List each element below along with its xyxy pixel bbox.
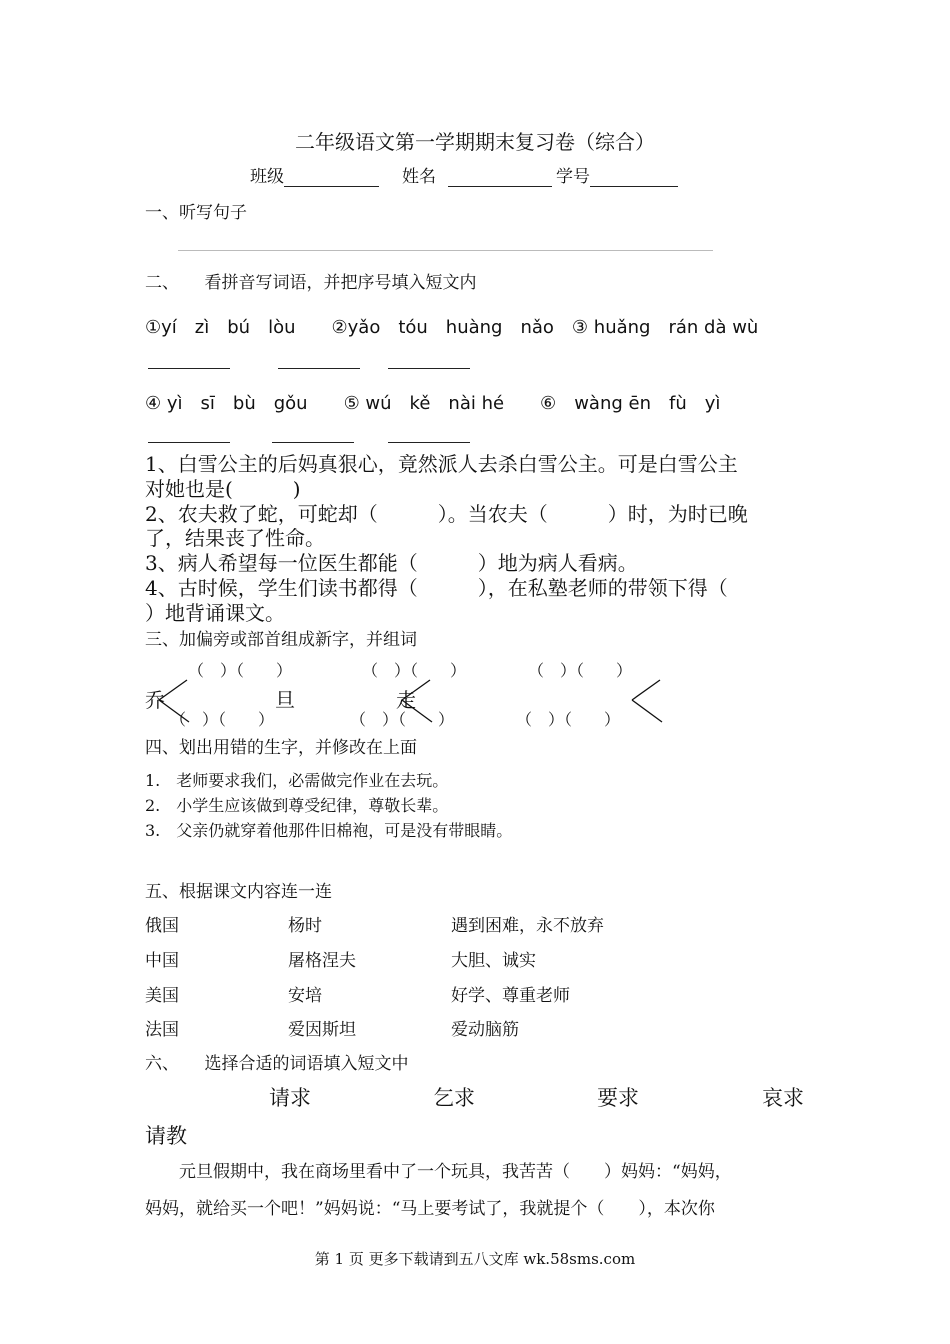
class-field [250,162,379,187]
list-item: 3. 父亲仍就穿着他那件旧棉袍，可是没有带眼睛。 [145,821,513,840]
base-char: 乔 [145,688,165,712]
class-blank [284,168,379,187]
trait: 遇到困难，永不放弃 [451,916,604,936]
branch-lines [628,678,668,724]
paren-group: （ ）（ ） [516,710,621,729]
section6-heading: 六、 选择合适的词语填入短文中 [145,1054,409,1074]
paragraph-line: ）地背诵课文。 [145,601,285,625]
name-label: 姓名 [402,167,436,187]
pinyin-row-2: ④ yì sī bù gǒu ⑤ wú kě nài hé ⑥ wàng ēn fù yì [145,393,721,414]
base-char: 旦 [275,688,295,712]
paren-group: （ ）（ ） [188,661,293,680]
pinyin-row-1: ①yí zì bú lòu ②yǎo tóu huàng nǎo ③ huǎng rán dà wù [145,317,759,338]
country: 俄国 [145,916,179,936]
answer-blank [148,368,230,369]
id-field [556,162,678,187]
country: 中国 [145,951,179,971]
paragraph-line: 2、农夫救了蛇，可蛇却（ ）。当农夫（ ）时，为时已晚 [145,502,748,526]
passage-line: 妈妈，就给买一个吧！”妈妈说：“马上要考试了，我就提个（ ），本次你 [145,1199,715,1219]
answer-blank [278,368,360,369]
list-item: 1. 老师要求我们，必需做完作业在去玩。 [145,771,449,790]
id-blank [590,168,678,187]
country: 美国 [145,986,179,1006]
word-option: 请求 [269,1086,311,1110]
trait: 好学、尊重老师 [451,986,570,1006]
answer-blank [388,442,470,443]
country: 法国 [145,1020,179,1040]
page-title: 二年级语文第一学期期末复习卷（综合） [295,130,655,154]
person: 爱因斯坦 [288,1020,356,1040]
paren-group: （ ）（ ） [170,710,275,729]
paragraph-line: 对她也是( ) [145,477,301,501]
id-label: 学号 [556,167,590,187]
answer-blank [272,442,354,443]
name-field [402,162,552,187]
answer-blank [388,368,470,369]
word-option: 乞求 [433,1086,475,1110]
section3-heading: 三、加偏旁或部首组成新字，并组词 [145,630,417,650]
class-label: 班级 [250,167,284,187]
word-option: 请教 [145,1124,187,1148]
person: 安培 [288,986,322,1006]
trait: 大胆、诚实 [451,951,536,971]
word-option: 哀求 [762,1086,804,1110]
section4-heading: 四、划出用错的生字，并修改在上面 [145,738,417,758]
paren-group: （ ）（ ） [362,661,467,680]
section1-heading: 一、听写句子 [145,203,247,223]
trait: 爱动脑筋 [451,1020,519,1040]
paragraph-line: 了，结果丧了性命。 [145,526,325,550]
paragraph-line: 1、白雪公主的后妈真狠心，竟然派人去杀白雪公主。可是白雪公主 [145,452,738,476]
dictation-line [178,250,713,251]
page-footer: 第 1 页 更多下载请到五八文库 wk.58sms.com [314,1250,636,1268]
passage-line: 元旦假期中，我在商场里看中了一个玩具，我苦苦（ ）妈妈：“妈妈， [145,1162,732,1182]
answer-blank [148,442,230,443]
base-char: 走 [396,688,416,712]
paren-group: （ ）（ ） [528,661,633,680]
person: 屠格涅夫 [288,951,356,971]
person: 杨时 [288,916,322,936]
section2-heading: 二、 看拼音写词语，并把序号填入短文内 [145,273,477,293]
name-blank [448,168,552,187]
paragraph-line: 4、古时候，学生们读书都得（ ），在私塾老师的带领下得（ [145,576,728,600]
paragraph-line: 3、病人希望每一位医生都能（ ）地为病人看病。 [145,551,638,575]
paren-group: （ ）（ ） [350,710,455,729]
word-option: 要求 [597,1086,639,1110]
section5-heading: 五、根据课文内容连一连 [145,882,332,902]
list-item: 2. 小学生应该做到尊受纪律，尊敬长辈。 [145,796,449,815]
